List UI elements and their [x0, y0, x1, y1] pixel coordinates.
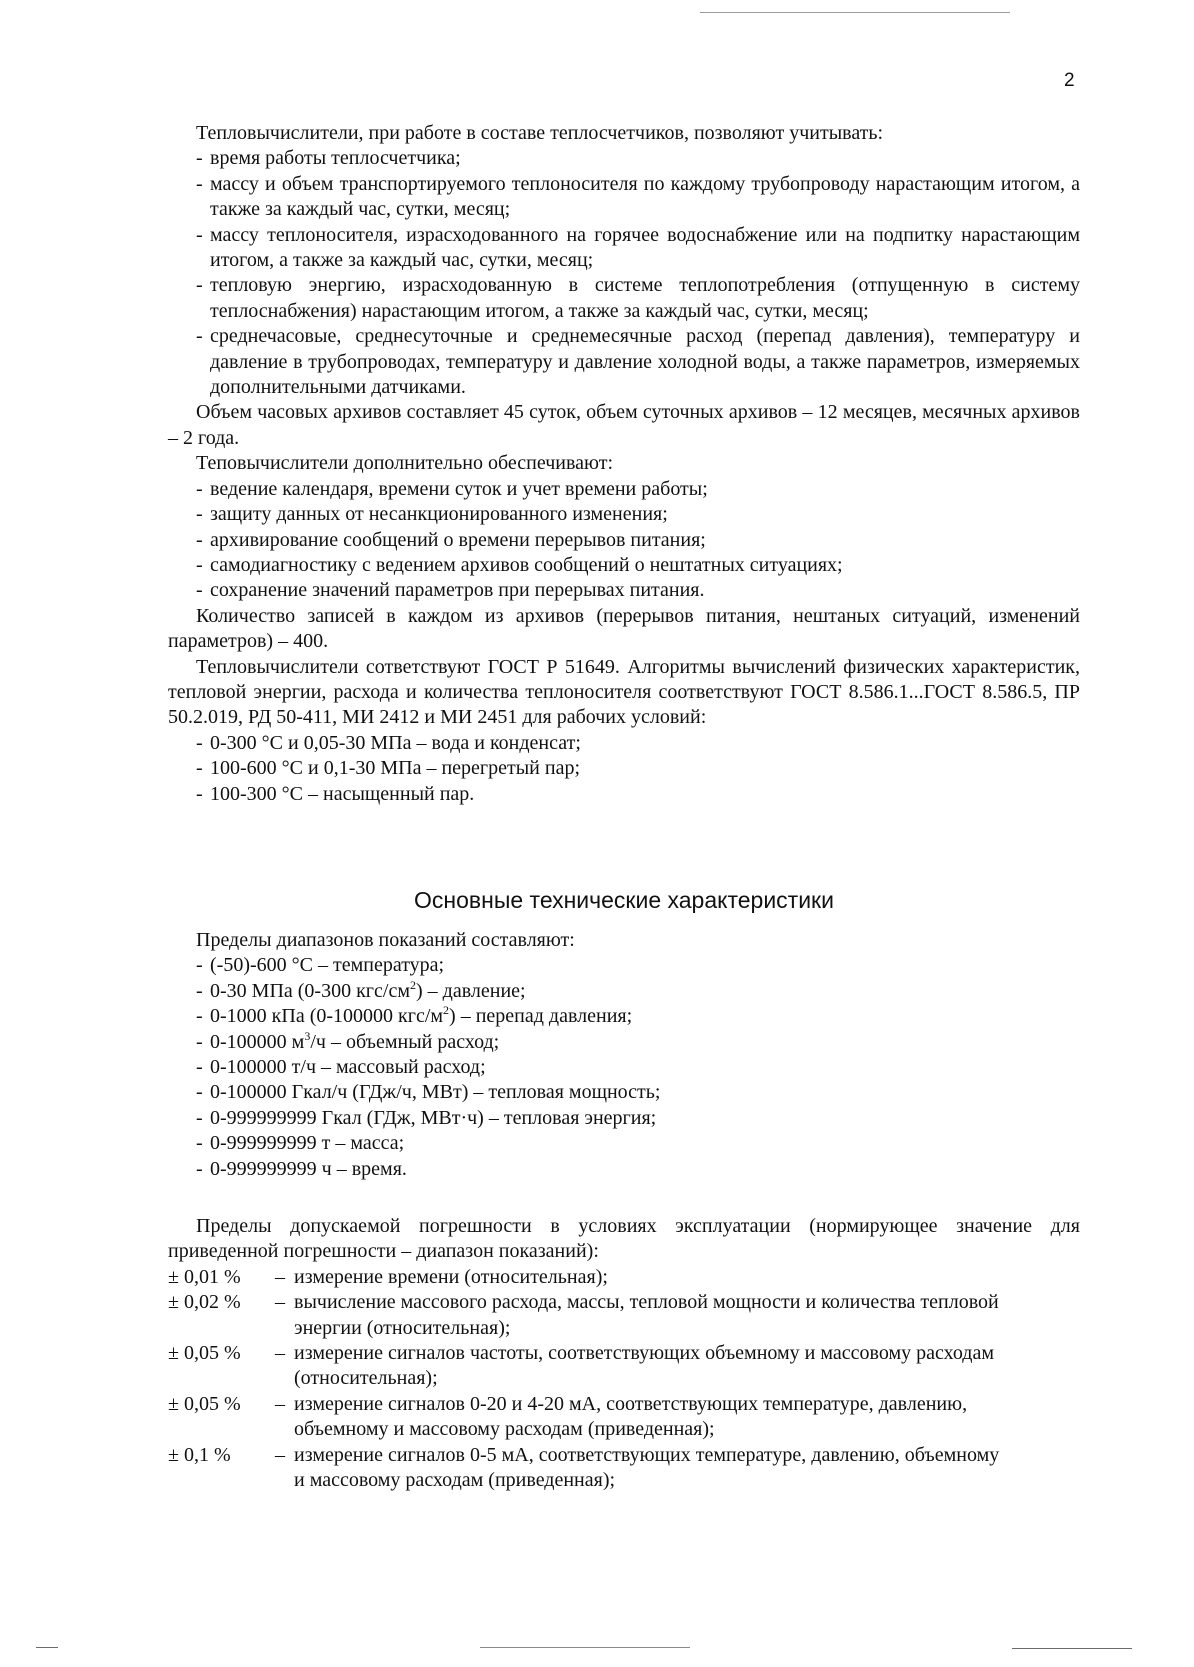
error-dash: – [275, 1265, 285, 1288]
additional-features-paragraph: Теповычислители дополнительно обеспечивают: [196, 452, 614, 475]
list-item: - тепловую энергию, израсходованную в системе теплопотребления (отпущенную в систему теплоснабжения) нарастающим итогом, а также за каждый час, сутки, месяц; [168, 273, 1080, 324]
working-conditions-list [168, 731, 1080, 807]
errors-paragraph: Пределы допускаемой погрешности в условиях эксплуатации (нормирующее значение для приведенной погрешности – диапазон показаний): [168, 1215, 1080, 1263]
error-row [168, 1341, 1080, 1392]
error-dash: – [275, 1443, 285, 1466]
error-value: ± 0,1 % [168, 1443, 231, 1466]
list-item: - 100-600 °С и 0,1-30 МПа – перегретый пар; [168, 756, 1080, 781]
volume-text-end: /ч – объемный расход; [310, 1030, 500, 1053]
error-description: вычисление массового расхода, массы, тепловой мощности и количества тепловой энергии (относительная); [294, 1291, 999, 1339]
list-item [168, 1030, 1080, 1055]
error-value: ± 0,05 % [168, 1392, 241, 1415]
intro-section [168, 121, 1080, 807]
pressure-text-end: ) – давление; [415, 979, 526, 1002]
list-item: - сохранение значений параметров при перерывах питания. [168, 578, 1080, 603]
error-row [168, 1265, 1080, 1290]
error-dash: – [275, 1392, 285, 1415]
dp-text-end: ) – перепад давления; [449, 1005, 633, 1028]
error-row [168, 1443, 1080, 1494]
list-item: - массу и объем транспортируемого теплоносителя по каждому трубопроводу нарастающим итогом, а также за каждый час, сутки, месяц; [168, 172, 1080, 223]
error-value: ± 0,01 % [168, 1265, 241, 1288]
pressure-text: 0-30 МПа (0-300 кгс/см [210, 979, 410, 1002]
superscript: 3 [304, 1028, 311, 1043]
superscript: 2 [443, 1003, 450, 1018]
scan-artifact-bottom-right [1012, 1648, 1132, 1649]
list-item: - архивирование сообщений о времени перерывов питания; [168, 528, 1080, 553]
error-value: ± 0,05 % [168, 1342, 241, 1365]
archive-volume-paragraph: Объем часовых архивов составляет 45 суток, объем суточных архивов – 12 месяцев, месячных архивов – 2 года. [168, 401, 1080, 449]
list-item: - защиту данных от несанкционированного изменения; [168, 502, 1080, 527]
scan-artifact-bottom-center [480, 1647, 690, 1648]
standards-paragraph: Тепловычислители сответствуют ГОСТ Р 51649. Алгоритмы вычислений физических характеристик, тепловой энергии, расхода и количества теплоносителя соответствуют ГОСТ 8.586.1...ГОСТ 8.586.5, ПР 50.2.019, РД 50-411, МИ 2412 и МИ 2451 для рабочих условий: [168, 655, 1080, 729]
list-item: - 0-999999999 ч – время. [168, 1157, 1080, 1182]
error-description: измерение времени (относительная); [294, 1265, 608, 1288]
errors-section [168, 1214, 1080, 1493]
scan-artifact-top [700, 12, 1010, 13]
ranges-list [168, 953, 1080, 1182]
error-description: измерение сигналов 0-5 мА, соответствующих температуре, давлению, объемному и массовому расходам (приведенная); [294, 1443, 1000, 1492]
page-number: 2 [1064, 70, 1075, 91]
error-description: измерение сигналов частоты, соответствующих объемному и массовому расходам (относительная); [294, 1342, 994, 1390]
list-item [168, 1004, 1080, 1029]
ranges-paragraph: Пределы диапазонов показаний составляют: [196, 929, 575, 951]
list-item: - 0-300 °С и 0,05-30 МПа – вода и конденсат; [168, 731, 1080, 756]
volume-text: 0-100000 м [210, 1030, 305, 1053]
list-item: - ведение календаря, времени суток и учет времени работы; [168, 477, 1080, 502]
list-item [168, 979, 1080, 1004]
list-item: - 0-100000 т/ч – массовый расход; [168, 1055, 1080, 1080]
list-item: - 0-999999999 Гкал (ГДж, МВт·ч) – тепловая энергия; [168, 1106, 1080, 1131]
error-value: ± 0,02 % [168, 1291, 241, 1314]
section-heading: Основные технические характеристики [414, 887, 834, 913]
list-item: - массу теплоносителя, израсходованного на горячее водоснабжение или на подпитку нарастающим итогом, а также за каждый час, сутки, месяц; [168, 223, 1080, 274]
list-item: - 100-300 °С – насыщенный пар. [168, 782, 1080, 807]
accounting-list [168, 146, 1080, 400]
superscript: 2 [409, 977, 416, 992]
list-item: - 0-100000 Гкал/ч (ГДж/ч, МВт) – тепловая мощность; [168, 1080, 1080, 1105]
error-dash: – [275, 1342, 285, 1365]
ranges-section [168, 928, 1080, 1182]
error-row [168, 1290, 1080, 1341]
intro-paragraph: Тепловычислители, при работе в составе теплосчетчиков, позволяют учитывать: [196, 122, 884, 144]
scan-artifact-bottom-left [36, 1647, 58, 1648]
list-item: - среднечасовые, среднесуточные и среднемесячные расход (перепад давления), температуру и давление в трубопроводах, температуру и давление холодной воды, а также параметров, измеряемых дополнительными датчиками. [168, 324, 1080, 400]
error-row [168, 1392, 1080, 1443]
error-dash: – [275, 1291, 285, 1314]
list-item: - время работы теплосчетчика; [168, 146, 1080, 171]
features-list [168, 477, 1080, 604]
list-item: - самодиагностику с ведением архивов сообщений о нештатных ситуациях; [168, 553, 1080, 578]
dp-text: 0-1000 кПа (0-100000 кгс/м [210, 1005, 444, 1028]
list-item: - 0-999999999 т – масса; [168, 1131, 1080, 1156]
error-description: измерение сигналов 0-20 и 4-20 мА, соответствующих температуре, давлению, объемному и массовому расходам (приведенная); [294, 1392, 968, 1441]
records-count-paragraph: Количество записей в каждом из архивов (перерывов питания, нештаных ситуаций, изменений параметров) – 400. [168, 604, 1080, 653]
list-item: - (-50)-600 °С – температура; [168, 953, 1080, 978]
